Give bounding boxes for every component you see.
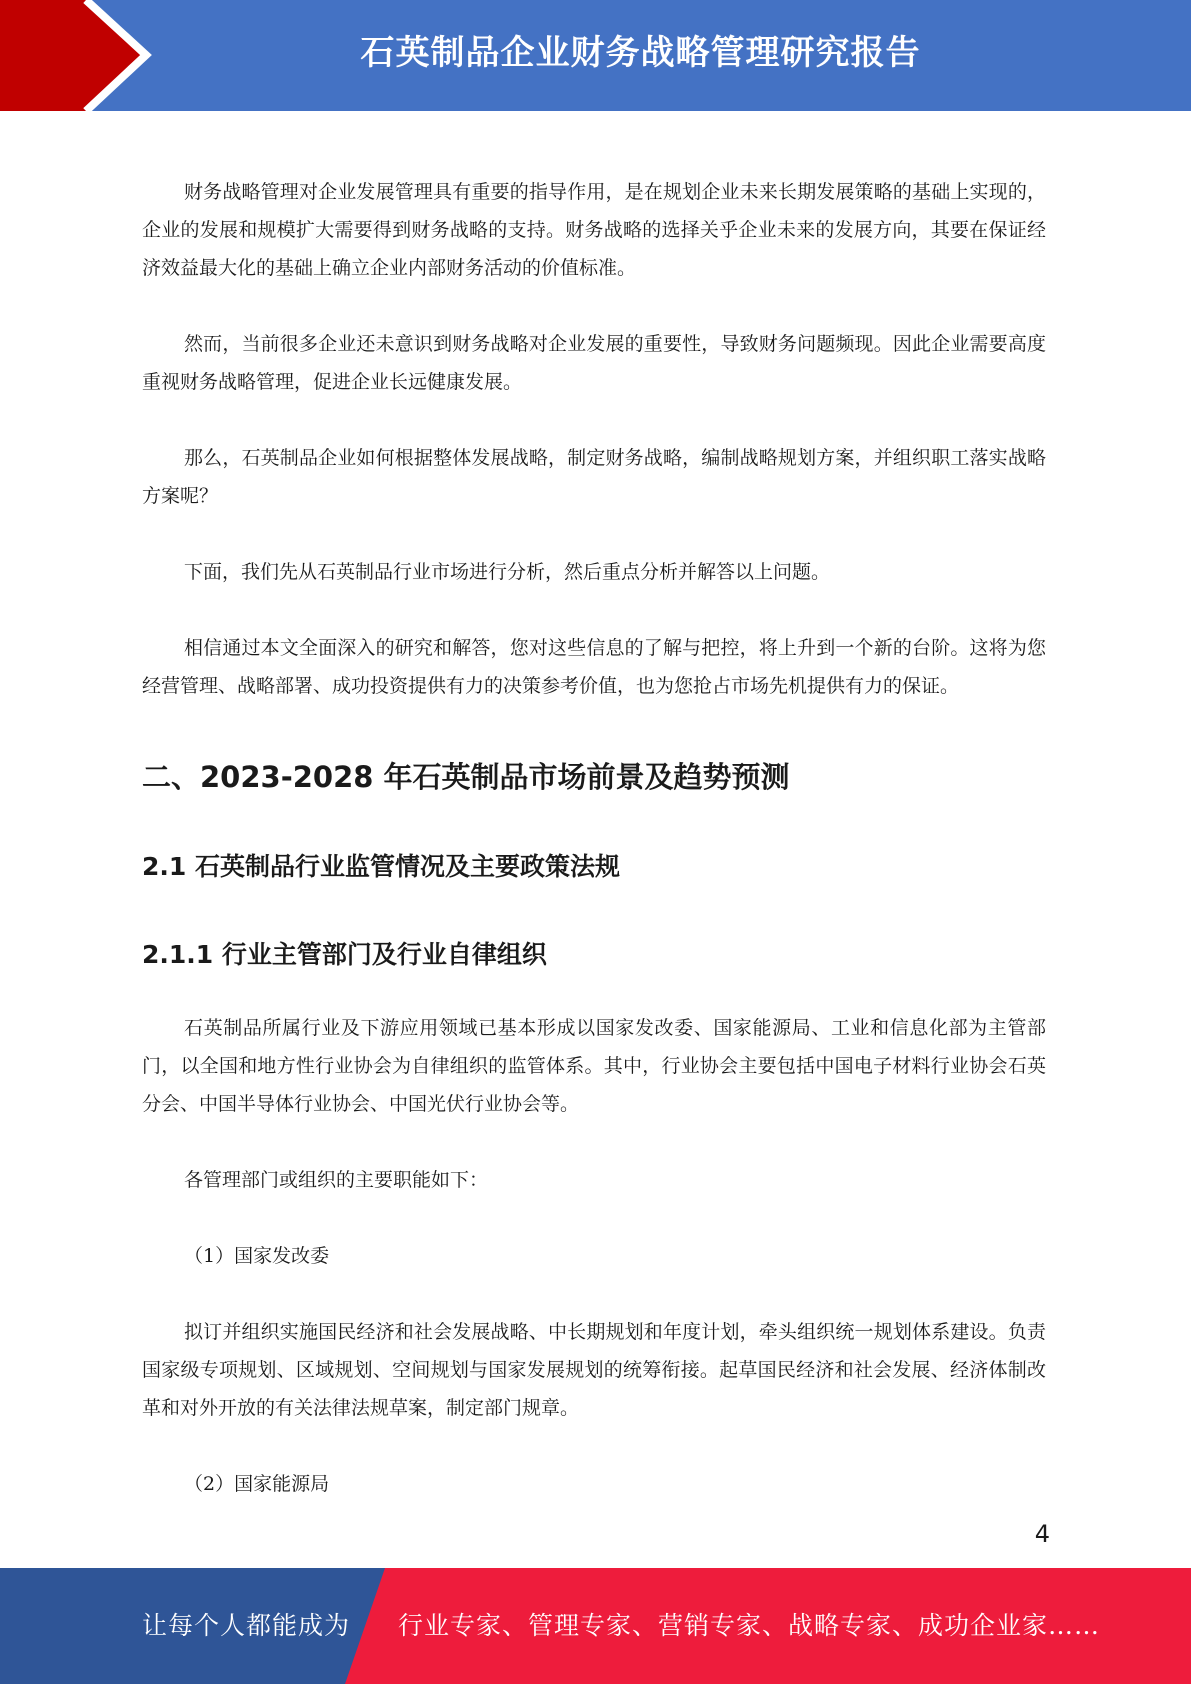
section-paragraph-2: 各管理部门或组织的主要职能如下： [184, 1169, 489, 1191]
page-header [0, 0, 1191, 111]
intro-paragraph-2: 然而，当前很多企业还未意识到财务战略对企业发展的重要性，导致财务问题频现。因此企业需要高度重视财务战略管理，促进企业长远健康发展。 [142, 333, 1046, 393]
list-item-1: （1）国家发改委 [184, 1245, 330, 1267]
intro-paragraph-4: 下面，我们先从石英制品行业市场进行分析，然后重点分析并解答以上问题。 [184, 561, 831, 583]
footer-slogan-right: 行业专家、管理专家、营销专家、战略专家、成功企业家…… [398, 1611, 1101, 1640]
section-paragraph-1: 石英制品所属行业及下游应用领域已基本形成以国家发改委、国家能源局、工业和信息化部为主管部门，以全国和地方性行业协会为自律组织的监管体系。其中，行业协会主要包括中国电子材料行业协会石英分会、中国半导体行业协会、中国光伏行业协会等。 [142, 1017, 1046, 1115]
intro-paragraph-5: 相信通过本文全面深入的研究和解答，您对这些信息的了解与把控，将上升到一个新的台阶。这将为您经营管理、战略部署、成功投资提供有力的决策参考价值，也为您抢占市场先机提供有力的保证。 [142, 637, 1046, 697]
intro-paragraph-3: 那么，石英制品企业如何根据整体发展战略，制定财务战略，编制战略规划方案，并组织职工落实战略方案呢？ [142, 447, 1046, 507]
footer-slogan-left: 让每个人都能成为 [142, 1611, 351, 1640]
document-body [142, 173, 1046, 1503]
page-footer [0, 1568, 1191, 1684]
intro-paragraph-1: 财务战略管理对企业发展管理具有重要的指导作用，是在规划企业未来长期发展策略的基础上实现的，企业的发展和规模扩大需要得到财务战略的支持。财务战略的选择关乎企业未来的发展方向，其要在保证经济效益最大化的基础上确立企业内部财务活动的价值标准。 [142, 181, 1046, 279]
section-heading: 二、2023-2028 年石英制品市场前景及趋势预测 [142, 760, 790, 794]
subsubsection-heading: 2.1.1 行业主管部门及行业自律组织 [142, 940, 547, 969]
subsection-heading: 2.1 石英制品行业监管情况及主要政策法规 [142, 852, 620, 881]
section-paragraph-3: 拟订并组织实施国民经济和社会发展战略、中长期规划和年度计划，牵头组织统一规划体系建设。负责国家级专项规划、区域规划、空间规划与国家发展规划的统筹衔接。起草国民经济和社会发展、经济体制改革和对外开放的有关法律法规草案，制定部门规章。 [142, 1321, 1046, 1419]
report-title: 石英制品企业财务战略管理研究报告 [360, 33, 921, 73]
list-item-2: （2）国家能源局 [184, 1473, 330, 1495]
header-chevron-icon [0, 0, 160, 111]
page-number: 4 [1034, 1520, 1050, 1548]
